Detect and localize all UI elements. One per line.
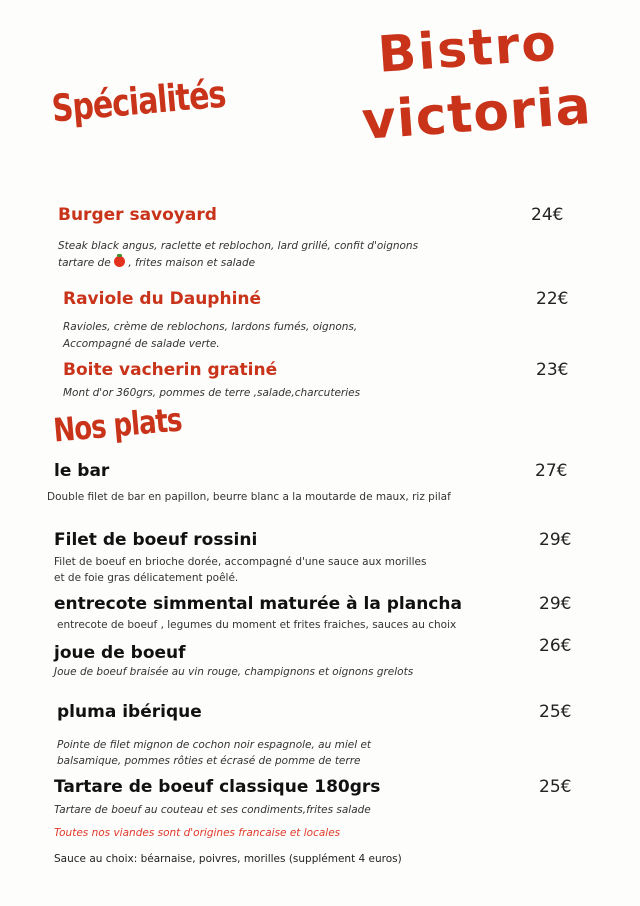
item-price-tartare: 25€ bbox=[539, 777, 572, 797]
item-price-joue-de-boeuf: 26€ bbox=[539, 636, 572, 656]
item-desc-tartare-1: Tartare de boeuf au couteau et ses condiments,frites salade bbox=[54, 804, 371, 816]
item-price-entrecote: 29€ bbox=[539, 594, 572, 614]
desc-text: tartare de bbox=[58, 257, 111, 269]
section-heading-nos-plats: Nos plats bbox=[52, 401, 183, 451]
item-name-burger-savoyard: Burger savoyard bbox=[58, 205, 217, 225]
item-desc-burger-savoyard-1: Steak black angus, raclette et reblochon, lard grillé, confit d'oignons bbox=[58, 240, 419, 252]
item-desc-boite-vacherin-1: Mont d'or 360grs, pommes de terre ,salade,charcuteries bbox=[63, 387, 361, 399]
item-name-joue-de-boeuf: joue de boeuf bbox=[54, 643, 186, 663]
item-price-raviole: 22€ bbox=[536, 289, 569, 309]
brand-line-2: victoria bbox=[360, 75, 594, 152]
item-price-pluma-iberique: 25€ bbox=[539, 702, 572, 722]
desc-text: , frites maison et salade bbox=[125, 257, 256, 269]
item-desc-le-bar-1: Double filet de bar en papillon, beurre blanc a la moutarde de maux, riz pilaf bbox=[47, 491, 451, 503]
sauce-note: Sauce au choix: béarnaise, poivres, morilles (supplément 4 euros) bbox=[54, 853, 402, 865]
item-desc-joue-de-boeuf-1: Joue de boeuf braisée au vin rouge, champignons et oignons grelots bbox=[54, 666, 414, 678]
item-name-filet-rossini: Filet de boeuf rossini bbox=[54, 530, 258, 550]
item-desc-raviole-1: Ravioles, crème de reblochons, lardons fumés, oignons, bbox=[63, 321, 358, 333]
item-desc-filet-rossini-2: et de foie gras délicatement poêlé. bbox=[54, 572, 239, 584]
item-desc-pluma-iberique-1: Pointe de filet mignon de cochon noir espagnole, au miel et bbox=[57, 739, 372, 751]
item-name-tartare: Tartare de boeuf classique 180grs bbox=[54, 777, 381, 797]
item-name-entrecote: entrecote simmental maturée à la plancha bbox=[54, 594, 462, 614]
section-heading-specialites: Spécialités bbox=[50, 72, 228, 132]
item-desc-entrecote-1: entrecote de boeuf , legumes du moment et frites fraiches, sauces au choix bbox=[57, 619, 457, 631]
tomato-emoji-icon bbox=[114, 256, 125, 267]
item-name-raviole: Raviole du Dauphiné bbox=[63, 289, 262, 309]
item-name-le-bar: le bar bbox=[54, 461, 110, 481]
item-name-boite-vacherin: Boite vacherin gratiné bbox=[63, 360, 278, 380]
item-desc-raviole-2: Accompagné de salade verte. bbox=[63, 338, 220, 350]
item-price-burger-savoyard: 24€ bbox=[531, 205, 564, 225]
item-desc-pluma-iberique-2: balsamique, pommes rôties et écrasé de pomme de terre bbox=[57, 755, 361, 767]
item-price-le-bar: 27€ bbox=[535, 461, 568, 481]
item-name-pluma-iberique: pluma ibérique bbox=[57, 702, 202, 722]
item-price-boite-vacherin: 23€ bbox=[536, 360, 569, 380]
item-price-filet-rossini: 29€ bbox=[539, 530, 572, 550]
origin-note: Toutes nos viandes sont d'origines francaise et locales bbox=[54, 827, 341, 839]
item-desc-burger-savoyard-2 bbox=[58, 255, 255, 272]
item-desc-filet-rossini-1: Filet de boeuf en brioche dorée, accompagné d'une sauce aux morilles bbox=[54, 556, 427, 568]
brand-line-1: Bistro bbox=[376, 13, 560, 84]
